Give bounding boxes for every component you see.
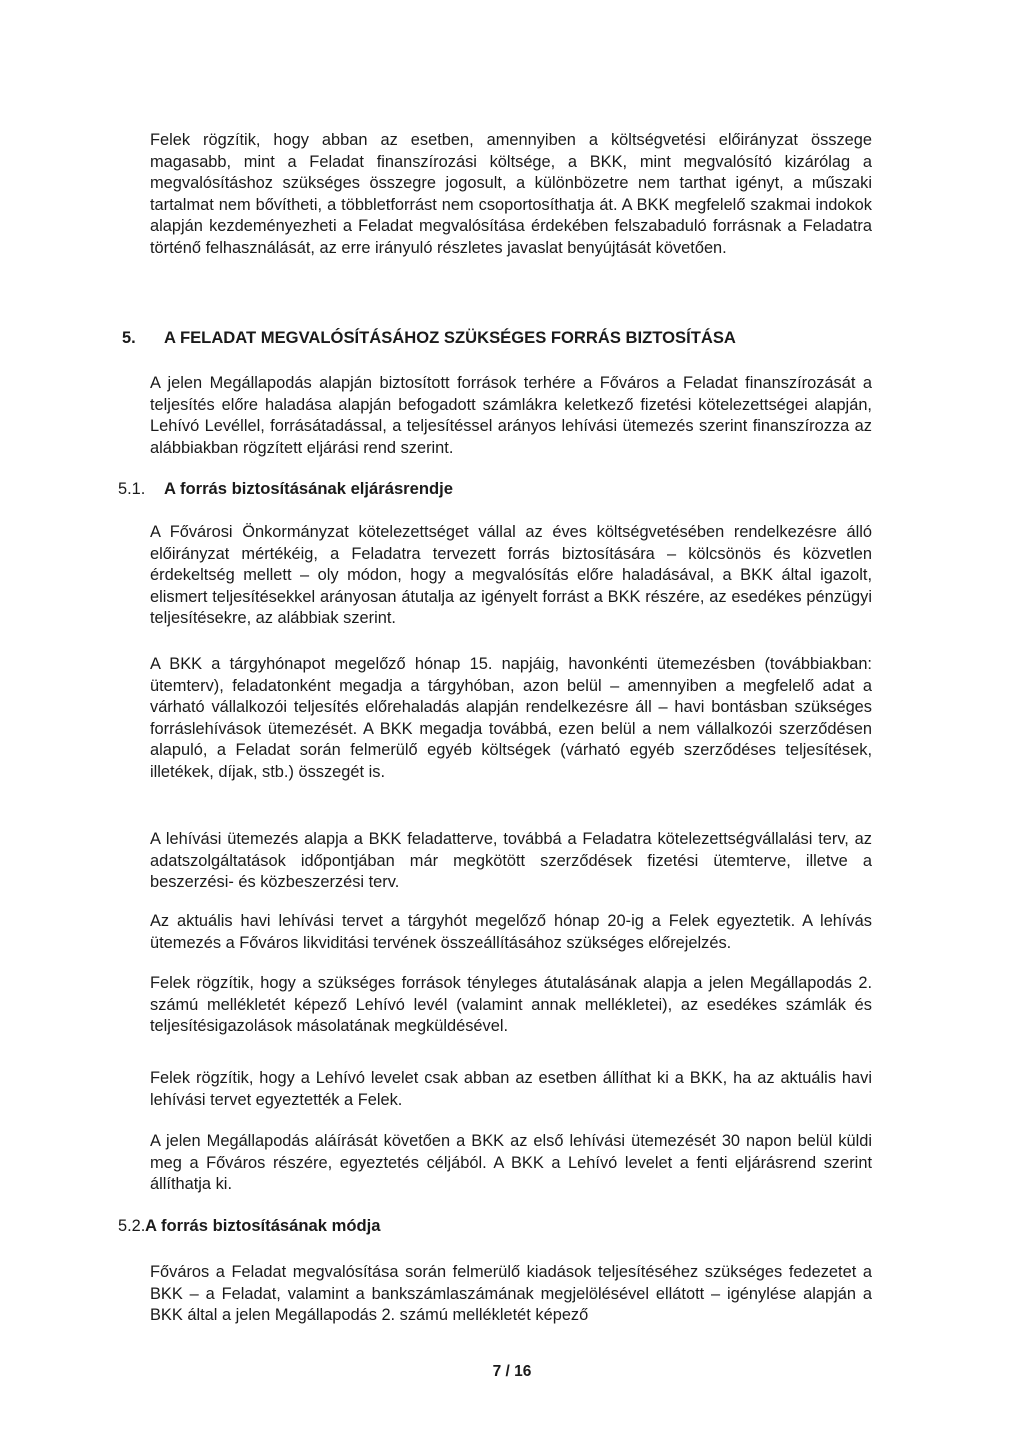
paragraph-5-2-a: Főváros a Feladat megvalósítása során felmerülő kiadások teljesítéséhez szükséges fedezetet a BKK – a Feladat, valamint a bankszámlaszámának megjelölésével ellátott – igénylése alapján a BKK által a jelen Megállapodás 2. számú mellékletét képező	[150, 1263, 872, 1325]
paragraph-5-1-e: Felek rögzítik, hogy a szükséges források tényleges átutalásának alapja a jelen Megállapodás 2. számú mellékletét képező Lehívó levél (valamint annak mellékletei), az esedékes számlák és teljesítésigazolások másolatának megküldésével.	[150, 974, 872, 1036]
paragraph-section-5: A jelen Megállapodás alapján biztosított források terhére a Főváros a Feladat finanszírozását a teljesítés előre haladása alapján befogadott számlákra keletkező fizetési kötelezettségei alapján, Lehívó Levéllel, forrásátadással, a teljesítéssel arányos lehívási ütemezés szerint finanszírozza az alábbiakban rögzített eljárási rend szerint.	[150, 374, 872, 457]
page-number: 7 / 16	[492, 1363, 532, 1380]
paragraph-5-1-d: Az aktuális havi lehívási tervet a tárgyhót megelőző hónap 20-ig a Felek egyeztetik. A lehívás ütemezés a Főváros likviditási tervének összeállításához szükséges előrejelzés.	[150, 912, 872, 952]
section-5-1-title: A forrás biztosításának eljárásrendje	[164, 479, 453, 498]
paragraph-5-1-f: Felek rögzítik, hogy a Lehívó levelet csak abban az esetben állíthat ki a BKK, ha az aktuális havi lehívási tervet egyeztették a Felek.	[150, 1069, 872, 1109]
section-5-title: A FELADAT MEGVALÓSÍTÁSÁHOZ SZÜKSÉGES FORRÁS BIZTOSÍTÁSA	[164, 328, 736, 347]
section-5-1-number: 5.1.	[118, 480, 146, 498]
paragraph-5-1-a: A Fővárosi Önkormányzat kötelezettséget vállal az éves költségvetésében rendelkezésre álló előirányzat mértékéig, a Feladatra tervezett forrás biztosítására – kölcsönös és közvetlen érdekeltség mellett – oly módon, hogy a megvalósítás előre haladásával, a BKK által igazolt, elismert teljesítésekkel arányosan átutalja az igényelt forrást a BKK részére, az esedékes pénzügyi teljesítésekre, az alábbiak szerint.	[150, 523, 872, 628]
section-5-2-title: A forrás biztosításának módja	[145, 1216, 381, 1235]
paragraph-5-1-b: A BKK a tárgyhónapot megelőző hónap 15. napjáig, havonkénti ütemezésben (továbbiakban: ütemterv), feladatonként megadja a tárgyhóban, azon belül – amennyiben a megfelelő adat a várható vállalkozói teljesítés előrehaladás alapján rendelkezésre áll – havi bontásban szükséges forráslehívások ütemezését. A BKK megadja továbbá, ezen belül a nem vállalkozói szerződésen alapuló, a Feladat során felmerülő egyéb költségek (várható egyéb szerződéses teljesítések, illetékek, díjak, stb.) összegét is.	[150, 655, 872, 781]
paragraph-intro: Felek rögzítik, hogy abban az esetben, amennyiben a költségvetési előirányzat összege magasabb, mint a Feladat finanszírozási költsége, a BKK, mint megvalósító kizárólag a megvalósításhoz szükséges összegre jogosult, a különbözetre nem tarthat igényt, a műszaki tartalmat nem bővítheti, a többletforrást nem csoportosíthatja át. A BKK megfelelő szakmai indokok alapján kezdeményezheti a Feladat megvalósítása érdekében felszabaduló forrásnak a Feladatra történő felhasználását, az erre irányuló részletes javaslat benyújtását követően.	[150, 131, 872, 257]
paragraph-5-1-g: A jelen Megállapodás aláírását követően a BKK az első lehívási ütemezését 30 napon belül küldi meg a Főváros részére, egyeztetés céljából. A BKK a Lehívó levelet a fenti eljárásrend szerint állíthatja ki.	[150, 1132, 872, 1194]
paragraph-5-1-c: A lehívási ütemezés alapja a BKK feladatterve, továbbá a Feladatra kötelezettségvállalási terv, az adatszolgáltatások időpontjában már megkötött szerződések fizetési ütemterve, illetve a beszerzési- és közbeszerzési terv.	[150, 830, 872, 892]
section-5-2-number: 5.2.	[118, 1217, 146, 1235]
section-5-number: 5.	[122, 329, 136, 347]
